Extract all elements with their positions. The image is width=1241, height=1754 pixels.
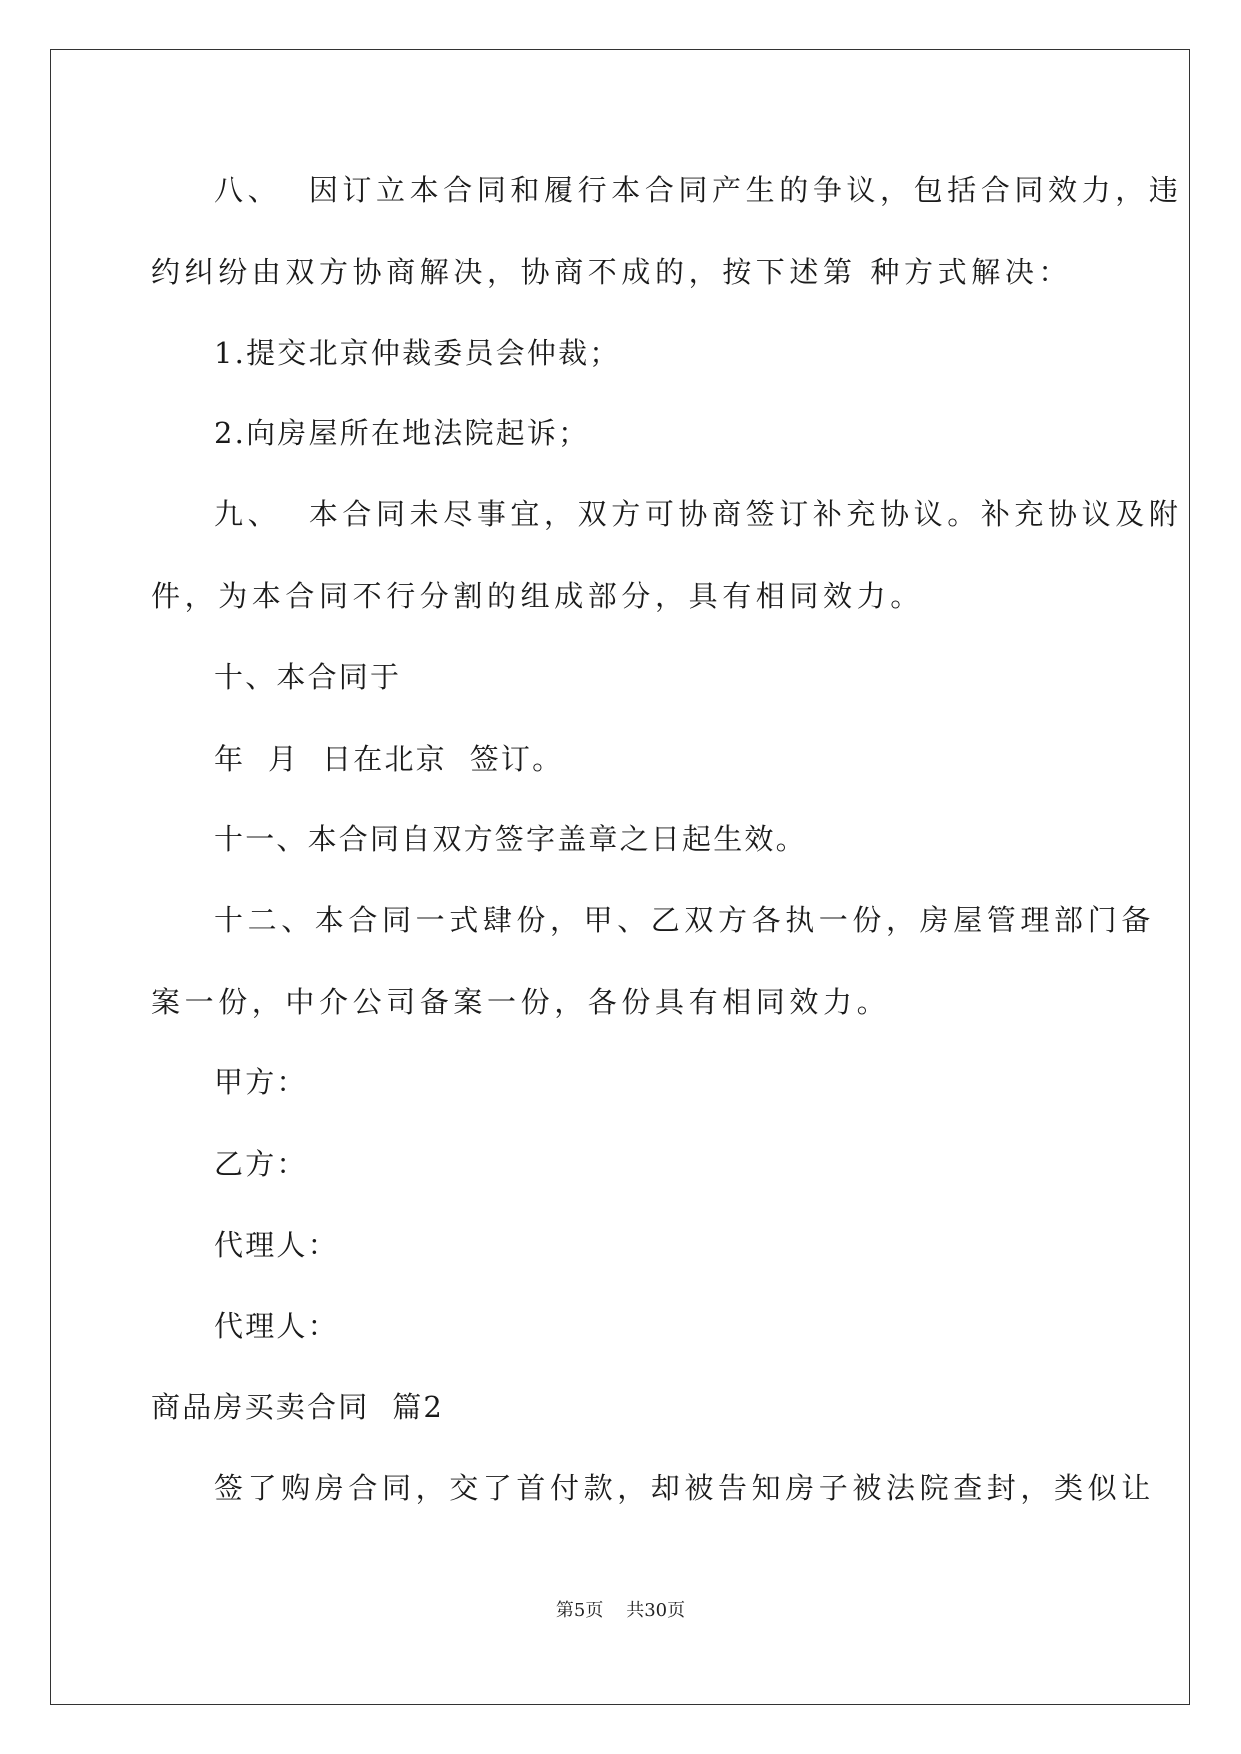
option-2: 2.向房屋所在地法院起诉； bbox=[214, 416, 590, 450]
party-b-label: 乙方： bbox=[214, 1147, 308, 1181]
agent-label-1: 代理人： bbox=[214, 1228, 339, 1262]
paragraph-10-line-1: 十、本合同于 bbox=[214, 660, 402, 694]
page-border bbox=[50, 49, 1190, 1705]
paragraph-9-line-1: 九、 本合同未尽事宜，双方可协商签订补充协议。补充协议及附 bbox=[214, 497, 1183, 531]
paragraph-8-line-2: 约纠纷由双方协商解决，协商不成的，按下述第 种方式解决： bbox=[151, 255, 1073, 289]
paragraph-12-line-2: 案一份，中介公司备案一份，各份具有相同效力。 bbox=[151, 985, 891, 1019]
section-2-paragraph-line-1: 签了购房合同，交了首付款，却被告知房子被法院查封，类似让 bbox=[214, 1471, 1155, 1505]
party-a-label: 甲方： bbox=[214, 1065, 308, 1099]
paragraph-8-line-1: 八、 因订立本合同和履行本合同产生的争议，包括合同效力，违 bbox=[214, 173, 1183, 207]
paragraph-11: 十一、本合同自双方签字盖章之日起生效。 bbox=[214, 822, 807, 856]
agent-label-2: 代理人： bbox=[214, 1309, 339, 1343]
paragraph-10-line-2: 年 月 日在北京 签订。 bbox=[214, 742, 564, 776]
page-number-footer: 第5页 共30页 bbox=[555, 1600, 686, 1621]
paragraph-9-line-2: 件，为本合同不行分割的组成部分，具有相同效力。 bbox=[151, 579, 924, 613]
section-heading: 商品房买卖合同 篇2 bbox=[151, 1390, 445, 1424]
paragraph-12-line-1: 十二、本合同一式肆份，甲、乙双方各执一份，房屋管理部门备 bbox=[214, 903, 1155, 937]
option-1: 1.提交北京仲裁委员会仲裁； bbox=[214, 336, 621, 370]
